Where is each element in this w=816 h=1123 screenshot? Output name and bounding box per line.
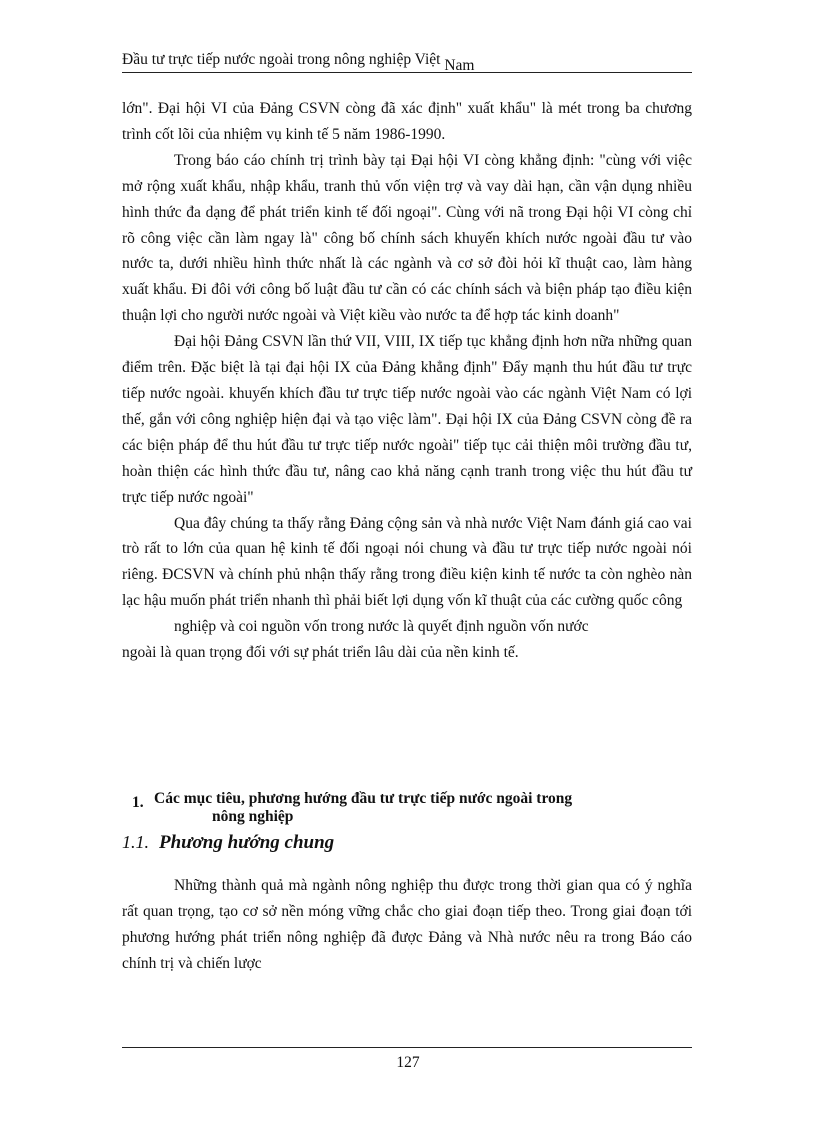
document-body [122, 96, 692, 666]
page-header [122, 50, 692, 73]
section-title: Các mục tiêu, phương hướng đầu tư trực tiếp nước ngoài trong [154, 790, 573, 807]
section-number: 1. [132, 794, 144, 811]
paragraph-continuation [122, 614, 692, 640]
paragraph: Đại hội Đảng CSVN lần thứ VII, VIII, IX tiếp tục khẳng định hơn nữa những quan điểm trên. Đặc biệt là tại đại hội IX của Đảng khẳng định" Đẩy mạnh thu hút đầu tư trực tiếp nước ngoài. khuyến khích đầu tư trực tiếp nước ngoài vào các ngành Việt Nam có lợi thế, gắn với công nghiệp hiện đại và tạo việc làm". Đại hội IX của Đảng CSVN còng đề ra các biện pháp để thu hút đầu tư trực tiếp nước ngoài" tiếp tục cải thiện môi trường đầu tư, hoàn thiện các hình thức đầu tư, nâng cao khả năng cạnh tranh trong việc thu hút đầu tư trực tiếp nước ngoài" [122, 333, 692, 506]
paragraph: lớn". Đại hội VI của Đảng CSVN còng đã xác định" xuất khẩu" là mét trong ba chương trình cốt lõi của nhiệm vụ kinh tế 5 năm 1986-1990. [122, 100, 692, 143]
section-body [122, 873, 692, 977]
header-title-end: Nam [444, 57, 475, 74]
subsection-heading [122, 832, 334, 854]
paragraph-continuation-end: ngoài là quan trọng đối với sự phát triển lâu dài của nền kinh tế. [122, 644, 519, 662]
page-number: 127 [396, 1054, 420, 1071]
section-title-line2: nông nghiệp [212, 808, 294, 825]
continuation-line: nghiệp và coi nguồn vốn trong nước là quyết định nguồn vốn nước [174, 618, 589, 636]
header-title: Đầu tư trực tiếp nước ngoài trong nông nghiệp Việt [122, 51, 441, 68]
subsection-title: Phương hướng chung [159, 832, 335, 853]
subsection-number: 1.1. [122, 832, 149, 852]
paragraph: Trong báo cáo chính trị trình bày tại Đại hội VI còng khẳng định: "cùng với việc mở rộng xuất khẩu, nhập khẩu, tranh thủ vốn viện trợ và vay dài hạn, cần vận dụng nhiều hình thức đa dạng để phát triển kinh tế đối ngoại". Cùng với nã trong Đại hội VI còng chỉ rõ công việc cần làm ngay là" công bố chính sách khuyến khích nước ngoài đầu tư vào nước ta, dưới nhiều hình thức nhất là các ngành và cơ sở đòi hỏi kĩ thuật cao, làm hàng xuất khẩu. Đi đôi với công bố luật đầu tư cần có các chính sách và biện pháp tạo điều kiện thuận lợi cho người nước ngoài và Việt kiều vào nước ta để hợp tác kinh doanh" [122, 151, 692, 325]
footer-divider [122, 1047, 692, 1048]
paragraph: Qua đây chúng ta thấy rằng Đảng cộng sản và nhà nước Việt Nam đánh giá cao vai trò rất to lớn của quan hệ kinh tế đối ngoại nói chung và đầu tư trực tiếp nước ngoài nói riêng. ĐCSVN và chính phủ nhận thấy rằng trong điều kiện kinh tế nước ta còn nghèo nàn lạc hậu muốn phát triển nhanh thì phải biết lợi dụng vốn kĩ thuật của các cường quốc công [122, 514, 692, 610]
paragraph: Những thành quả mà ngành nông nghiệp thu được trong thời gian qua có ý nghĩa rất quan trọng, tạo cơ sở nền móng vững chắc cho giai đoạn tiếp theo. Trong giai đoạn tới phương hướng phát triển nông nghiệp đã được Đảng và Nhà nước nêu ra trong Báo cáo chính trị và chiến lược [122, 877, 692, 972]
